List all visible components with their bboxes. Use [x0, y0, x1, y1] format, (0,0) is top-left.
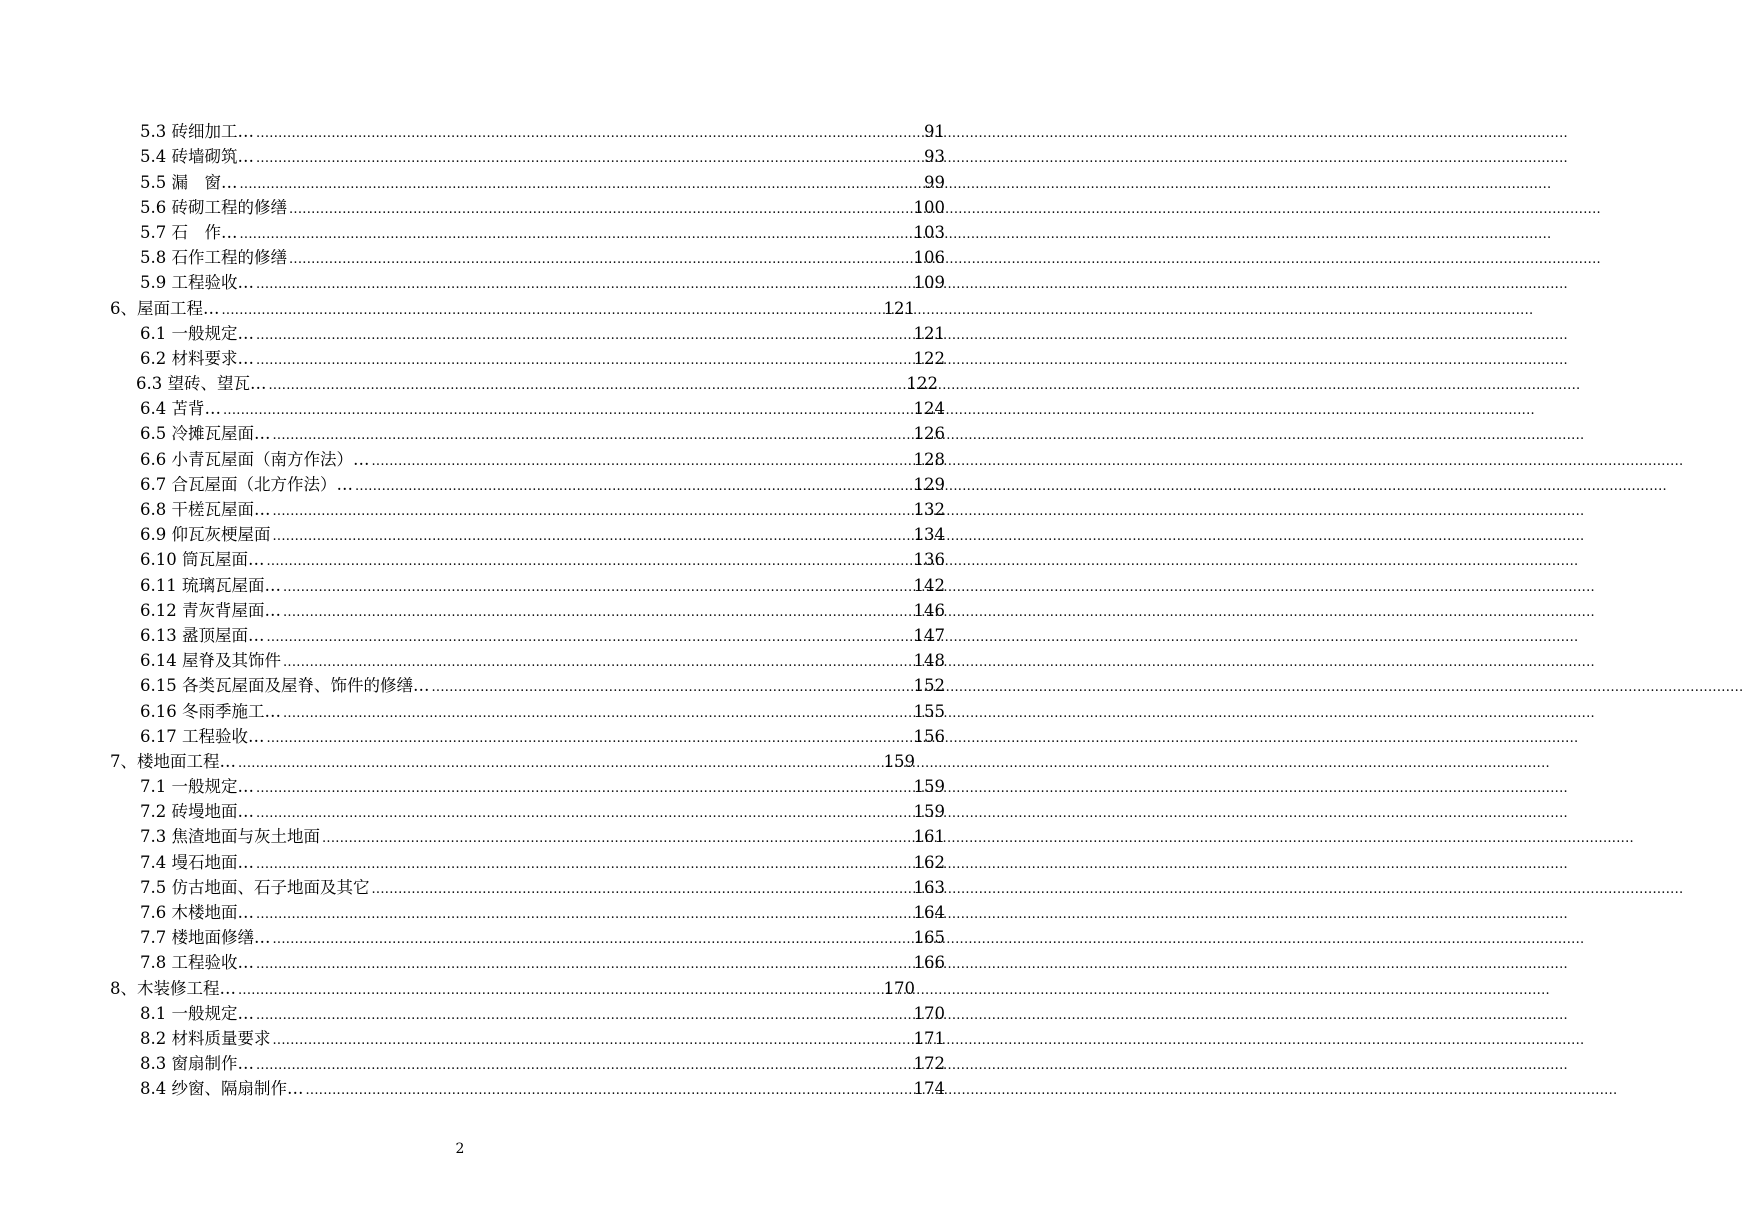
- toc-entry[interactable]: [0, 243, 945, 268]
- toc-dot-leader: [306, 1079, 912, 1099]
- toc-dot-leader: [256, 1004, 912, 1024]
- toc-dot-leader: [238, 979, 882, 999]
- toc-entry-page: 170: [883, 978, 915, 998]
- toc-dot-leader: [222, 299, 882, 319]
- toc-entry[interactable]: [0, 1024, 945, 1049]
- toc-dot-leader: [273, 525, 912, 545]
- toc-entry[interactable]: [0, 923, 945, 948]
- toc-entry-title: 8.1 一般规定…: [140, 1003, 254, 1023]
- toc-entry-title: 6.6 小青瓦屋面（南方作法）…: [140, 449, 370, 469]
- toc-entry-title: 6.9 仰瓦灰梗屋面: [140, 525, 271, 545]
- toc-entry[interactable]: [0, 822, 945, 847]
- toc-entry[interactable]: [0, 394, 945, 419]
- toc-dot-leader: [269, 374, 905, 394]
- table-of-contents: [0, 117, 945, 1099]
- toc-entry[interactable]: [0, 470, 945, 495]
- toc-entry[interactable]: [0, 167, 945, 192]
- toc-dot-leader: [238, 752, 882, 772]
- toc-dot-leader: [273, 424, 912, 444]
- toc-entry-page: 162: [913, 852, 945, 872]
- toc-entry[interactable]: [0, 218, 945, 243]
- toc-entry[interactable]: [0, 621, 945, 646]
- toc-dot-leader: [266, 626, 911, 646]
- toc-entry-page: 103: [913, 222, 945, 242]
- toc-dot-leader: [256, 1054, 912, 1074]
- toc-dot-leader: [283, 576, 912, 596]
- toc-entry-page: 124: [913, 399, 945, 419]
- toc-entry-page: 129: [913, 474, 945, 494]
- toc-entry-title: 8.3 窗扇制作…: [140, 1054, 254, 1074]
- toc-entry[interactable]: [0, 671, 945, 696]
- toc-dot-leader: [256, 853, 912, 873]
- toc-entry-page: 121: [913, 323, 945, 343]
- toc-entry-page: 121: [883, 298, 915, 318]
- toc-dot-leader: [256, 802, 912, 822]
- toc-entry[interactable]: [0, 193, 945, 218]
- toc-dot-leader: [283, 651, 912, 671]
- toc-entry-page: 136: [913, 550, 945, 570]
- toc-dot-leader: [431, 676, 911, 696]
- toc-entry-title: 6.1 一般规定…: [140, 323, 254, 343]
- toc-entry-title: 6.16 冬雨季施工…: [140, 701, 281, 721]
- toc-dot-leader: [266, 727, 911, 747]
- toc-entry-title: 6.14 屋脊及其饰件: [140, 651, 281, 671]
- toc-entry-page: 132: [913, 500, 945, 519]
- toc-dot-leader: [266, 550, 911, 570]
- toc-entry-title: 6.10 筒瓦屋面…: [140, 550, 265, 570]
- toc-dot-leader: [355, 475, 912, 495]
- toc-entry-page: 142: [913, 575, 945, 595]
- toc-entry[interactable]: [0, 722, 945, 747]
- toc-entry[interactable]: [0, 596, 945, 621]
- toc-entry[interactable]: [0, 772, 945, 797]
- toc-entry-page: 134: [913, 525, 945, 545]
- toc-dot-leader: [283, 601, 912, 621]
- toc-dot-leader: [372, 878, 912, 898]
- toc-entry-title: 8.2 材料质量要求: [140, 1028, 271, 1048]
- toc-dot-leader: [256, 273, 912, 293]
- toc-entry-title: 8、木装修工程…: [110, 978, 236, 998]
- toc-entry-title: 6.11 琉璃瓦屋面…: [140, 575, 281, 595]
- toc-entry[interactable]: [0, 1074, 945, 1099]
- toc-entry-page: 170: [913, 1003, 945, 1023]
- toc-entry-page: 99: [924, 172, 945, 192]
- toc-entry-title: 8.4 纱窗、隔扇制作…: [140, 1079, 304, 1099]
- toc-entry[interactable]: [0, 495, 945, 520]
- toc-dot-leader: [256, 349, 912, 369]
- toc-entry-title: 5.7 石 作…: [140, 222, 238, 242]
- toc-entry[interactable]: [0, 369, 938, 394]
- toc-dot-leader: [273, 1029, 912, 1049]
- toc-entry-page: 172: [913, 1054, 945, 1074]
- toc-dot-leader: [223, 399, 912, 419]
- toc-entry-page: 164: [913, 903, 945, 922]
- toc-entry-page: 147: [913, 625, 945, 645]
- toc-entry[interactable]: [0, 797, 945, 822]
- toc-entry-title: 6.15 各类瓦屋面及屋脊、饰件的修缮…: [140, 676, 430, 696]
- toc-entry[interactable]: [0, 898, 945, 923]
- toc-entry-page: 148: [913, 651, 945, 671]
- toc-entry-title: 7.7 楼地面修缮…: [140, 928, 271, 948]
- toc-dot-leader: [322, 827, 912, 847]
- toc-entry[interactable]: [0, 344, 945, 369]
- toc-entry-page: 159: [913, 802, 945, 822]
- toc-entry-page: 146: [913, 600, 945, 620]
- toc-entry-page: 159: [883, 751, 915, 771]
- toc-entry-title: 7.5 仿古地面、石子地面及其它: [140, 877, 370, 897]
- toc-entry[interactable]: [0, 999, 945, 1024]
- toc-entry[interactable]: [0, 545, 945, 570]
- toc-entry-title: 7.4 墁石地面…: [140, 852, 254, 872]
- toc-entry-title: 7.8 工程验收…: [140, 953, 254, 973]
- toc-entry-page: 156: [913, 726, 945, 746]
- toc-dot-leader: [273, 928, 912, 948]
- toc-entry-page: 159: [913, 777, 945, 797]
- toc-entry-page: 166: [913, 953, 945, 973]
- toc-entry[interactable]: [0, 142, 945, 167]
- toc-entry-title: 6.12 青灰背屋面…: [140, 600, 281, 620]
- toc-entry-page: 174: [913, 1079, 945, 1099]
- toc-entry[interactable]: [0, 847, 945, 872]
- toc-entry-title: 6、屋面工程…: [110, 298, 220, 318]
- toc-entry-title: 5.6 砖砌工程的修缮: [140, 197, 287, 217]
- toc-entry-title: 7.6 木楼地面…: [140, 903, 254, 922]
- toc-entry-page: 100: [913, 197, 945, 217]
- toc-entry-page: 122: [913, 348, 945, 368]
- toc-entry-page: 109: [913, 273, 945, 293]
- toc-entry-title: 7.2 砖墁地面…: [140, 802, 254, 822]
- toc-entry-page: 165: [913, 928, 945, 948]
- toc-entry-page: 93: [924, 147, 945, 167]
- toc-entry-page: 91: [924, 122, 945, 142]
- toc-entry[interactable]: [0, 117, 945, 142]
- toc-entry-page: 126: [913, 424, 945, 444]
- toc-entry[interactable]: [0, 419, 945, 444]
- toc-dot-leader: [256, 324, 912, 344]
- toc-entry-title: 5.9 工程验收…: [140, 273, 254, 293]
- toc-dot-leader: [256, 903, 912, 923]
- toc-entry-title: 6.17 工程验收…: [140, 726, 265, 746]
- toc-entry[interactable]: [0, 520, 945, 545]
- toc-entry-title: 5.5 漏 窗…: [140, 172, 238, 192]
- toc-dot-leader: [256, 122, 922, 142]
- toc-entry-title: 7.1 一般规定…: [140, 777, 254, 797]
- toc-entry[interactable]: [0, 570, 945, 595]
- toc-entry-title: 7.3 焦渣地面与灰土地面: [140, 827, 320, 847]
- toc-dot-leader: [256, 777, 912, 797]
- toc-entry[interactable]: [0, 873, 945, 898]
- toc-entry-title: 5.4 砖墙砌筑…: [140, 147, 254, 167]
- toc-entry[interactable]: [0, 1049, 945, 1074]
- toc-chapter-entry[interactable]: [0, 973, 915, 998]
- toc-entry-page: 152: [913, 676, 945, 696]
- toc-entry-title: 7、楼地面工程…: [110, 751, 236, 771]
- toc-entry[interactable]: [0, 948, 945, 973]
- toc-dot-leader: [256, 147, 922, 167]
- toc-entry-page: 122: [906, 374, 938, 394]
- toc-chapter-entry[interactable]: [0, 747, 915, 772]
- toc-entry-page: 163: [913, 877, 945, 897]
- toc-entry-title: 5.8 石作工程的修缮: [140, 248, 287, 268]
- toc-entry[interactable]: [0, 319, 945, 344]
- toc-entry[interactable]: [0, 646, 945, 671]
- toc-entry-title: 6.3 望砖、望瓦…: [136, 374, 267, 394]
- toc-entry-page: 155: [913, 701, 945, 721]
- toc-entry[interactable]: [0, 268, 945, 293]
- toc-dot-leader: [256, 953, 912, 973]
- toc-entry-title: 6.8 干槎瓦屋面…: [140, 500, 271, 519]
- toc-entry-title: 6.4 苫背…: [140, 399, 221, 419]
- toc-entry[interactable]: [0, 444, 945, 469]
- toc-dot-leader: [240, 173, 923, 193]
- toc-entry[interactable]: [0, 696, 945, 721]
- toc-dot-leader: [283, 702, 912, 722]
- toc-entry-page: 161: [913, 827, 945, 847]
- toc-entry-page: 128: [913, 449, 945, 469]
- toc-dot-leader: [273, 500, 912, 520]
- toc-entry-title: 6.13 盝顶屋面…: [140, 625, 265, 645]
- toc-entry-title: 6.7 合瓦屋面（北方作法）…: [140, 474, 353, 494]
- toc-dot-leader: [372, 450, 912, 470]
- toc-chapter-entry[interactable]: [0, 293, 915, 318]
- toc-dot-leader: [289, 248, 912, 268]
- toc-dot-leader: [240, 223, 912, 243]
- toc-entry-title: 5.3 砖细加工…: [140, 122, 254, 142]
- page-number: 2: [455, 1141, 465, 1157]
- toc-entry-title: 6.5 冷摊瓦屋面…: [140, 424, 271, 444]
- toc-dot-leader: [289, 198, 912, 218]
- toc-entry-page: 106: [913, 248, 945, 268]
- toc-entry-page: 171: [913, 1028, 945, 1048]
- toc-entry-title: 6.2 材料要求…: [140, 348, 254, 368]
